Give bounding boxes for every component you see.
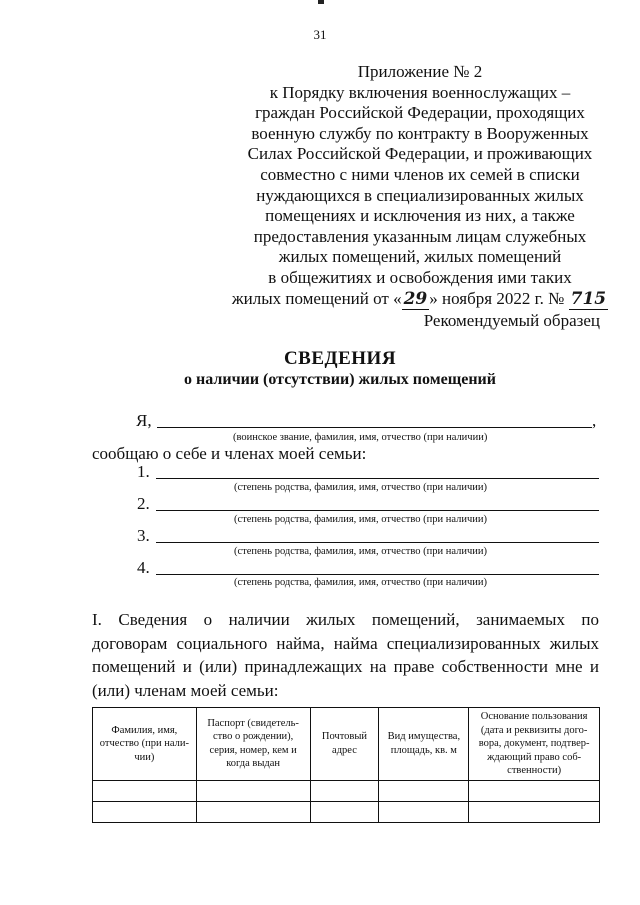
appendix-block <box>225 62 615 309</box>
appendix-line: нуждающихся в специализированных жилых <box>256 185 584 205</box>
family-row-number: 4. <box>137 558 150 577</box>
family-member-fill-line[interactable] <box>156 510 599 511</box>
col-header-property-type-area: Вид имущества, площадь, кв. м <box>379 708 469 781</box>
ya-label: Я, <box>136 411 152 430</box>
table-row <box>93 780 600 801</box>
date-day-handwritten: 29 <box>403 288 428 309</box>
appendix-line: военную службу по контракту в Вооруженных <box>251 123 589 143</box>
appendix-line: к Порядку включения военнослужащих – <box>269 82 571 102</box>
ya-comma: , <box>592 411 597 430</box>
family-row-number: 1. <box>137 462 150 481</box>
name-caption: (воинское звание, фамилия, имя, отчество (при наличии) <box>233 432 488 443</box>
document-heading: СВЕДЕНИЯ <box>283 348 397 369</box>
table-cell[interactable] <box>379 780 469 801</box>
appendix-line: предоставления указанным лицам служебных <box>253 226 587 246</box>
date-middle: » ноября 2022 г. № <box>429 288 569 308</box>
family-member-caption: (степень родства, фамилия, имя, отчество (при наличии) <box>234 482 488 493</box>
table-cell[interactable] <box>310 780 379 801</box>
section-line: (или) членам моей семьи: <box>92 680 279 700</box>
col-header-usage-basis: Основание пользования (дата и реквизиты дого-вора, документ, подтвер-ждающий право соб-ственности) <box>469 708 600 781</box>
family-member-fill-line[interactable] <box>156 542 599 543</box>
family-member-fill-line[interactable] <box>156 574 599 575</box>
date-prefix: жилых помещений от « <box>231 288 402 308</box>
table-cell[interactable] <box>93 801 197 822</box>
page-number: 31 <box>313 27 327 42</box>
family-member-caption: (степень родства, фамилия, имя, отчество (при наличии) <box>234 577 488 588</box>
col-header-full-name: Фамилия, имя, отчество (при нали-чии) <box>93 708 197 781</box>
document-subheading: о наличии (отсутствии) жилых помещений <box>184 371 496 388</box>
col-header-passport: Паспорт (свидетель-ство о рождении), серия, номер, кем и когда выдан <box>196 708 310 781</box>
order-number-handwritten: 715 <box>570 288 607 309</box>
section-line: помещений и (или) принадлежащих на праве собственности мне и <box>92 657 599 676</box>
table-header-row <box>93 708 600 781</box>
family-member-fill-line[interactable] <box>156 478 599 479</box>
appendix-line: помещениях и исключения из них, а также <box>265 206 575 226</box>
section-line: договорам социального найма, найма специализированных жилых <box>92 633 599 653</box>
family-row-number: 3. <box>137 526 150 545</box>
table-cell[interactable] <box>469 780 600 801</box>
table-cell[interactable] <box>196 780 310 801</box>
table-cell[interactable] <box>310 801 379 822</box>
col-header-postal-address: Почтовый адрес <box>310 708 379 781</box>
family-member-caption: (степень родства, фамилия, имя, отчество (при наличии) <box>234 514 488 525</box>
family-member-caption: (степень родства, фамилия, имя, отчество (при наличии) <box>234 546 488 557</box>
appendix-date-line <box>232 289 608 310</box>
section-one-paragraph <box>92 608 599 702</box>
family-row-number: 2. <box>137 494 150 513</box>
recommended-sample-label: Рекомендуемый образец <box>423 311 600 330</box>
appendix-line: граждан Российской Федерации, проходящих <box>255 103 585 123</box>
name-fill-line[interactable] <box>157 427 592 428</box>
table-row <box>93 801 600 822</box>
table-cell[interactable] <box>379 801 469 822</box>
table-cell[interactable] <box>196 801 310 822</box>
housing-info-table <box>92 707 600 823</box>
appendix-line: жилых помещений, жилых помещений <box>278 247 562 267</box>
appendix-line: совместно с ними членов их семей в списки <box>260 164 580 184</box>
page-top-mark <box>318 0 324 4</box>
table-cell[interactable] <box>93 780 197 801</box>
appendix-line: Силах Российской Федерации, и проживающих <box>247 144 593 164</box>
appendix-line: в общежитиях и освобождения ими таких <box>268 267 572 287</box>
table-cell[interactable] <box>469 801 600 822</box>
report-text: сообщаю о себе и членах моей семьи: <box>92 444 367 463</box>
section-line: I. Сведения о наличии жилых помещений, занимаемых по <box>92 610 599 629</box>
appendix-title: Приложение № 2 <box>357 62 483 81</box>
